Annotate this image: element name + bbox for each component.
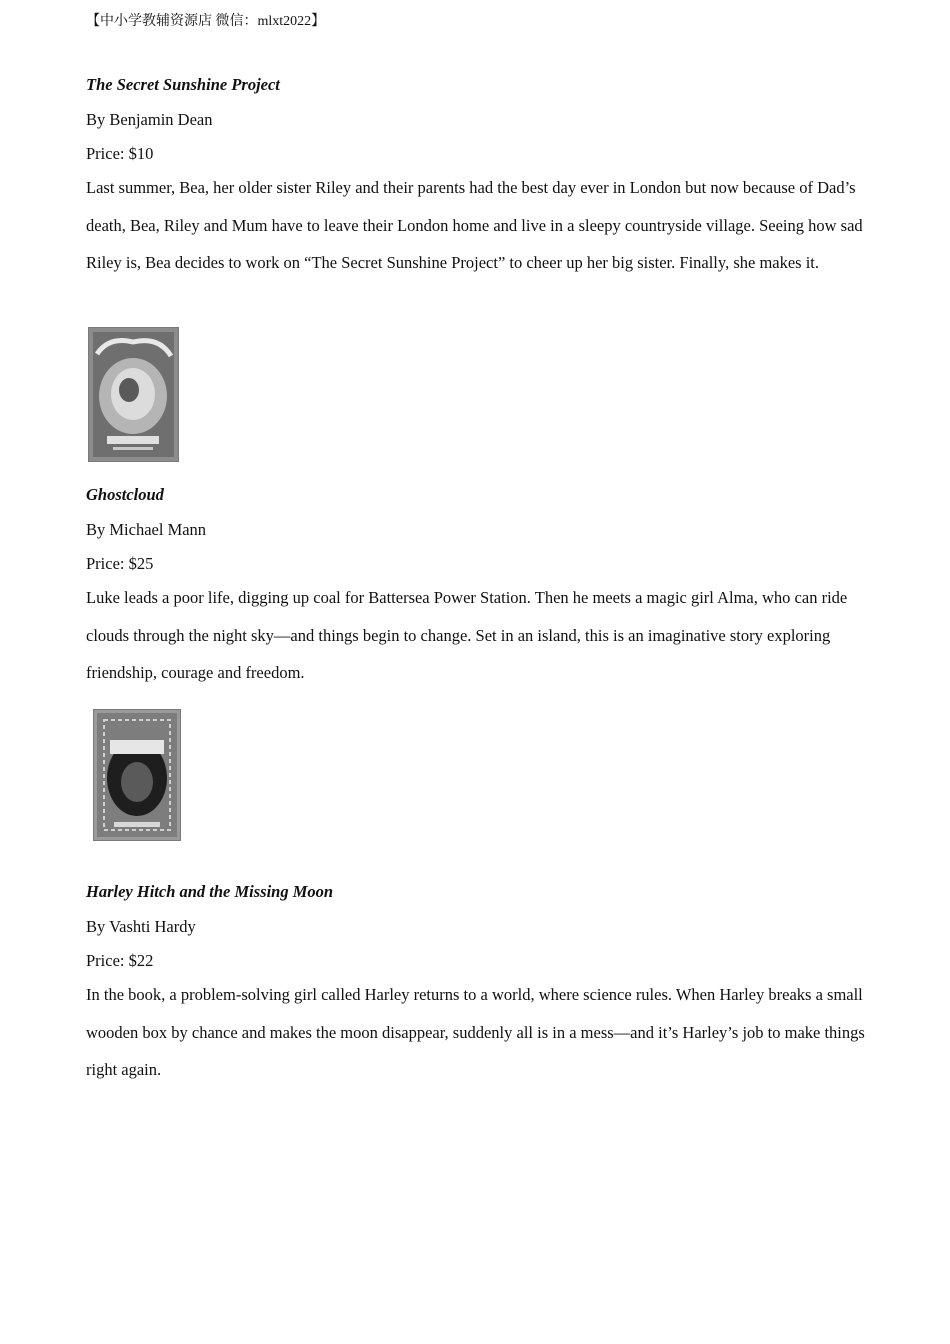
book-title: The Secret Sunshine Project (86, 75, 280, 94)
book-price: Price: $10 (86, 144, 154, 163)
book-description: Luke leads a poor life, digging up coal for Battersea Power Station. Then he meets a magic girl Alma, who can ride clouds through the night sky—and things begin to change. Set in an island, this is an imaginative story exploring friendship, courage and freedom. (86, 588, 848, 682)
book-author: By Michael Mann (86, 519, 207, 539)
book-author: By Benjamin Dean (86, 109, 213, 129)
book-description: Last summer, Bea, her older sister Riley and their parents had the best day ever in London but now because of Dad’s death, Bea, Riley and Mum have to leave their London home and live in a sleepy countryside village. Seeing how sad Riley is, Bea decides to work on “The Secret Sunshine Project” to cheer up her big sister. Finally, she makes it. (86, 178, 863, 272)
harley-hitch-cover-image (93, 709, 181, 841)
book-entry-harley-hitch (86, 882, 866, 1089)
book-description: In the book, a problem-solving girl called Harley returns to a world, where science rules. When Harley breaks a small wooden box by chance and makes the moon disappear, suddenly all is in a mess—and it’s Harley’s job to make things right again. (86, 985, 865, 1079)
ghostcloud-cover-image (88, 327, 179, 462)
book-entry-ghostcloud (86, 485, 866, 692)
page-header-watermark: 【中小学教辅资源店 微信：mlxt2022】 (86, 14, 326, 29)
book-author: By Vashti Hardy (86, 916, 196, 936)
book-price: Price: $22 (86, 951, 154, 970)
book-title: Ghostcloud (86, 485, 164, 504)
book-entry-secret-sunshine (86, 75, 866, 282)
book-price: Price: $25 (86, 554, 154, 573)
book-title: Harley Hitch and the Missing Moon (86, 882, 334, 901)
